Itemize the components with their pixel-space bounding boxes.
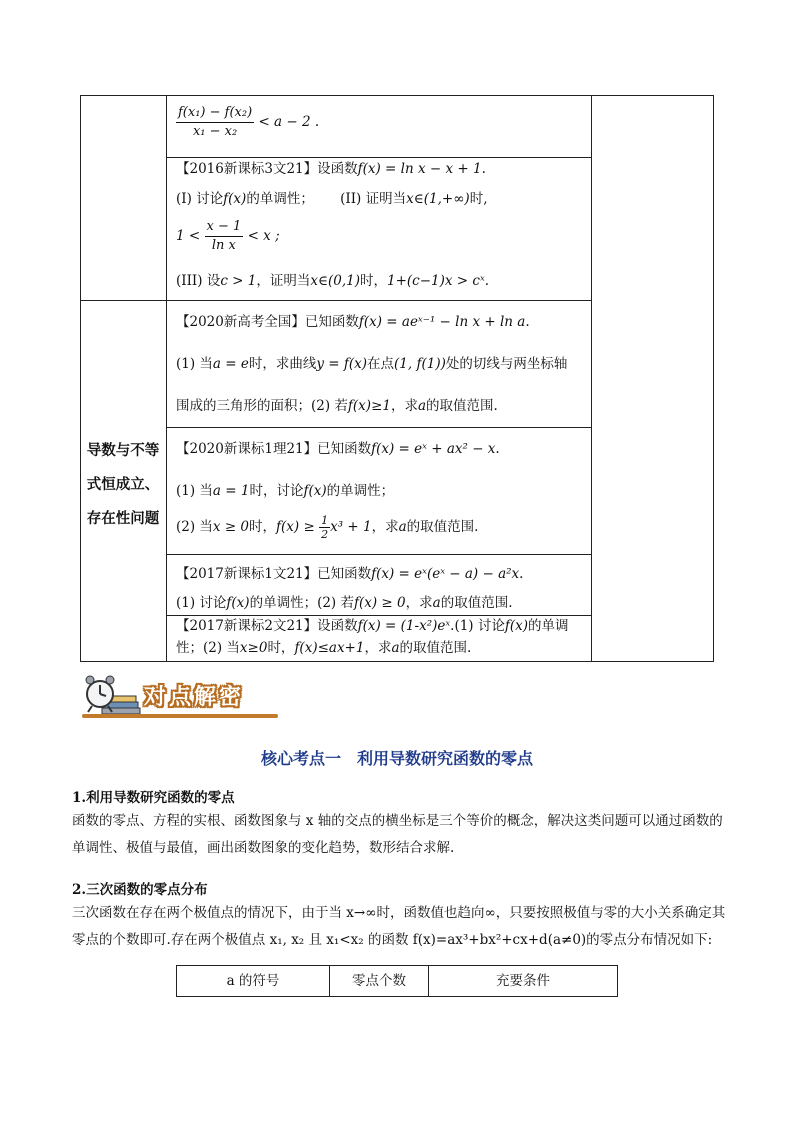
- table-row-sep-2b: [166, 300, 592, 301]
- table-header-a-sign: a 的符号: [226, 973, 280, 989]
- table-border-top: [80, 95, 714, 96]
- section-banner: [82, 672, 278, 720]
- category-label: 导数与不等 式恒成立、 存在性问题: [86, 442, 160, 527]
- row3-line3: (2) 当x ≥ 0时，f(x) ≥ $\frac{1}{2}$ x³ + 1，求a的取值范围.: [176, 514, 479, 541]
- row4-line1: 【2017新课标1文21】已知函数f(x) = eˣ(eˣ − a) − a²x.: [176, 566, 524, 582]
- row2-line3: 围成的三角形的面积；(2) 若f(x)≥1，求a的取值范围.: [176, 398, 498, 414]
- table-header-condition: 充要条件: [496, 973, 550, 989]
- row4-line2: (1) 讨论f(x)的单调性；(2) 若f(x) ≥ 0，求a的取值范围.: [176, 595, 513, 611]
- table-row-sep-4: [166, 554, 592, 555]
- table-row-sep-1: [166, 157, 592, 158]
- banner-title: 对点解密: [144, 685, 245, 710]
- row2-line1: 【2020新高考全国】已知函数f(x) = aeˣ⁻¹ − ln x + ln a.: [176, 314, 530, 330]
- table-row-sep-5: [166, 615, 592, 616]
- heading-cubic: 2.三次函数的零点分布: [72, 882, 208, 898]
- section-title: 核心考点一 利用导数研究函数的零点: [260, 749, 533, 768]
- paragraph-cubic: 三次函数在存在两个极值点的情况下，由于当 x→∞时，函数值也趋向∞，只要按照极值与零的大小关系确定其零点的个数即可.存在两个极值点 x₁, x₂ 且 x₁<x₂ 的函数 f(x)=ax³+bx²+cx+d(a≠0)的零点分布情况如下:: [72, 905, 726, 948]
- row1-line2: (I) 讨论f(x)的单调性； (II) 证明当x∈(1,+∞)时,: [176, 191, 488, 207]
- row2-line2: (1) 当a = e时，求曲线y = f(x)在点(1, f(1))处的切线与两坐标轴: [176, 356, 568, 372]
- heading-zeros: 1.利用导数研究函数的零点: [72, 790, 235, 806]
- row1-line1: 【2016新课标3文21】设函数f(x) = ln x − x + 1.: [176, 161, 486, 177]
- table-border-col2: [591, 95, 592, 661]
- row1-line4: (III) 设c > 1，证明当x∈(0,1)时，1+(c−1)x > cˣ.: [176, 273, 490, 289]
- alarm-clock-books-icon: [82, 672, 142, 718]
- zero-distribution-table: [176, 965, 618, 997]
- table-border-left: [80, 95, 81, 661]
- table-row-sep-3: [166, 427, 592, 428]
- row5-line2: 性；(2) 当x≥0时，f(x)≤ax+1，求a的取值范围.: [176, 640, 472, 656]
- banner-underline: [82, 714, 278, 718]
- table-header-zero-count: 零点个数: [352, 973, 406, 989]
- row3-line2: (1) 当a = 1时，讨论f(x)的单调性；: [176, 483, 395, 499]
- table-border-right: [713, 95, 714, 661]
- paragraph-zeros: 函数的零点、方程的实根、函数图象与 x 轴的交点的横坐标是三个等价的概念，解决这类问题可以通过函数的单调性、极值与最值，画出函数图象的变化趋势，数形结合求解.: [72, 813, 723, 856]
- row3-line1: 【2020新课标1理21】已知函数f(x) = eˣ + ax² − x.: [176, 441, 500, 457]
- table-border-col1: [166, 95, 167, 661]
- row1-line3: 1 < $\frac{x - 1}{\text{ln x}}$ < x ;: [176, 219, 280, 253]
- row0-inequality: $\frac{\text{f(x₁) − f(x₂)}}{\text{x₁ − x₂}}$ < a − 2 .: [178, 105, 320, 139]
- table-border-bottom: [80, 661, 714, 662]
- row5-line1: 【2017新课标2文21】设函数f(x) = (1-x²)eˣ.(1) 讨论f(x)的单调: [176, 618, 569, 634]
